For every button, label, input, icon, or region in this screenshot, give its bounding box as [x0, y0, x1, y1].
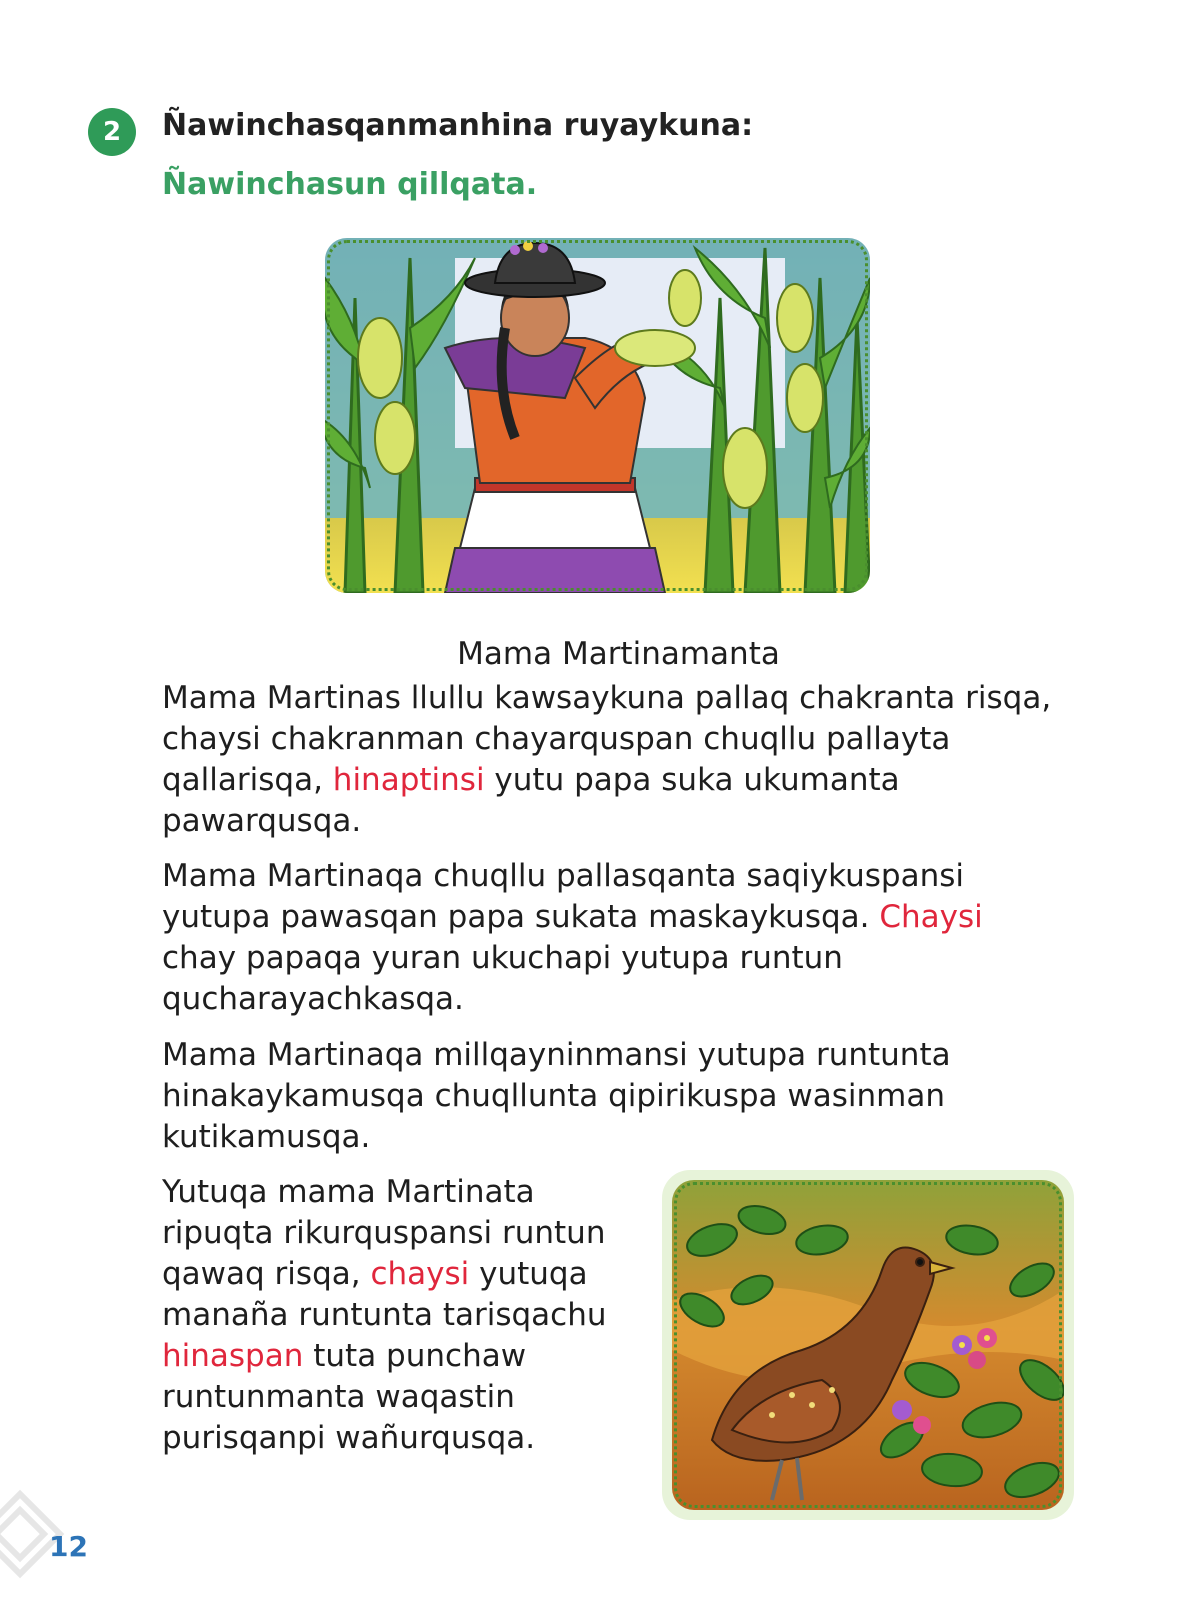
story-paragraph-1: Mama Martinas llullu kawsaykuna pallaq chakranta risqa, chaysi chakranman chayarquspan chuqllu pallayta qallarisqa, hinaptinsi yutu papa suka ukumanta pawarqusqa.	[162, 680, 1052, 839]
highlight-word: chaysi	[370, 1256, 470, 1292]
step-number-badge: 2	[88, 108, 136, 156]
page-number: 12	[49, 1530, 88, 1563]
activity-title: Ñawinchasqanmanhina ruyaykuna:	[162, 108, 754, 143]
story-paragraph-3: Mama Martinaqa millqayninmansi yutupa runtunta hinakaykamusqa chuqllunta qipirikuspa wasinman kutikamusqa.	[162, 1037, 951, 1155]
story-title: Mama Martinamanta	[457, 636, 780, 672]
story-paragraph-4: Yutuqa mama Martinata ripuqta rikurquspansi runtun qawaq risqa, chaysi yutuqa manaña runtunta tarisqachu hinaspan tuta punchaw runtunmanta waqastin purisqanpi wañurqusqa.	[162, 1174, 607, 1456]
partridge-illustration	[672, 1180, 1064, 1510]
story-paragraph-2: Mama Martinaqa chuqllu pallasqanta saqiykuspansi yutupa pawasqan papa sukata maskaykusqa. Chaysi chay papaqa yuran ukuchapi yutupa runtun qucharayachkasqa.	[162, 858, 983, 1017]
highlight-word: hinaspan	[162, 1338, 304, 1374]
activity-subtitle: Ñawinchasun qillqata.	[162, 167, 538, 202]
highlight-word: hinaptinsi	[332, 762, 485, 798]
highlight-word: Chaysi	[879, 899, 983, 935]
woman-cornfield-illustration	[325, 238, 870, 593]
